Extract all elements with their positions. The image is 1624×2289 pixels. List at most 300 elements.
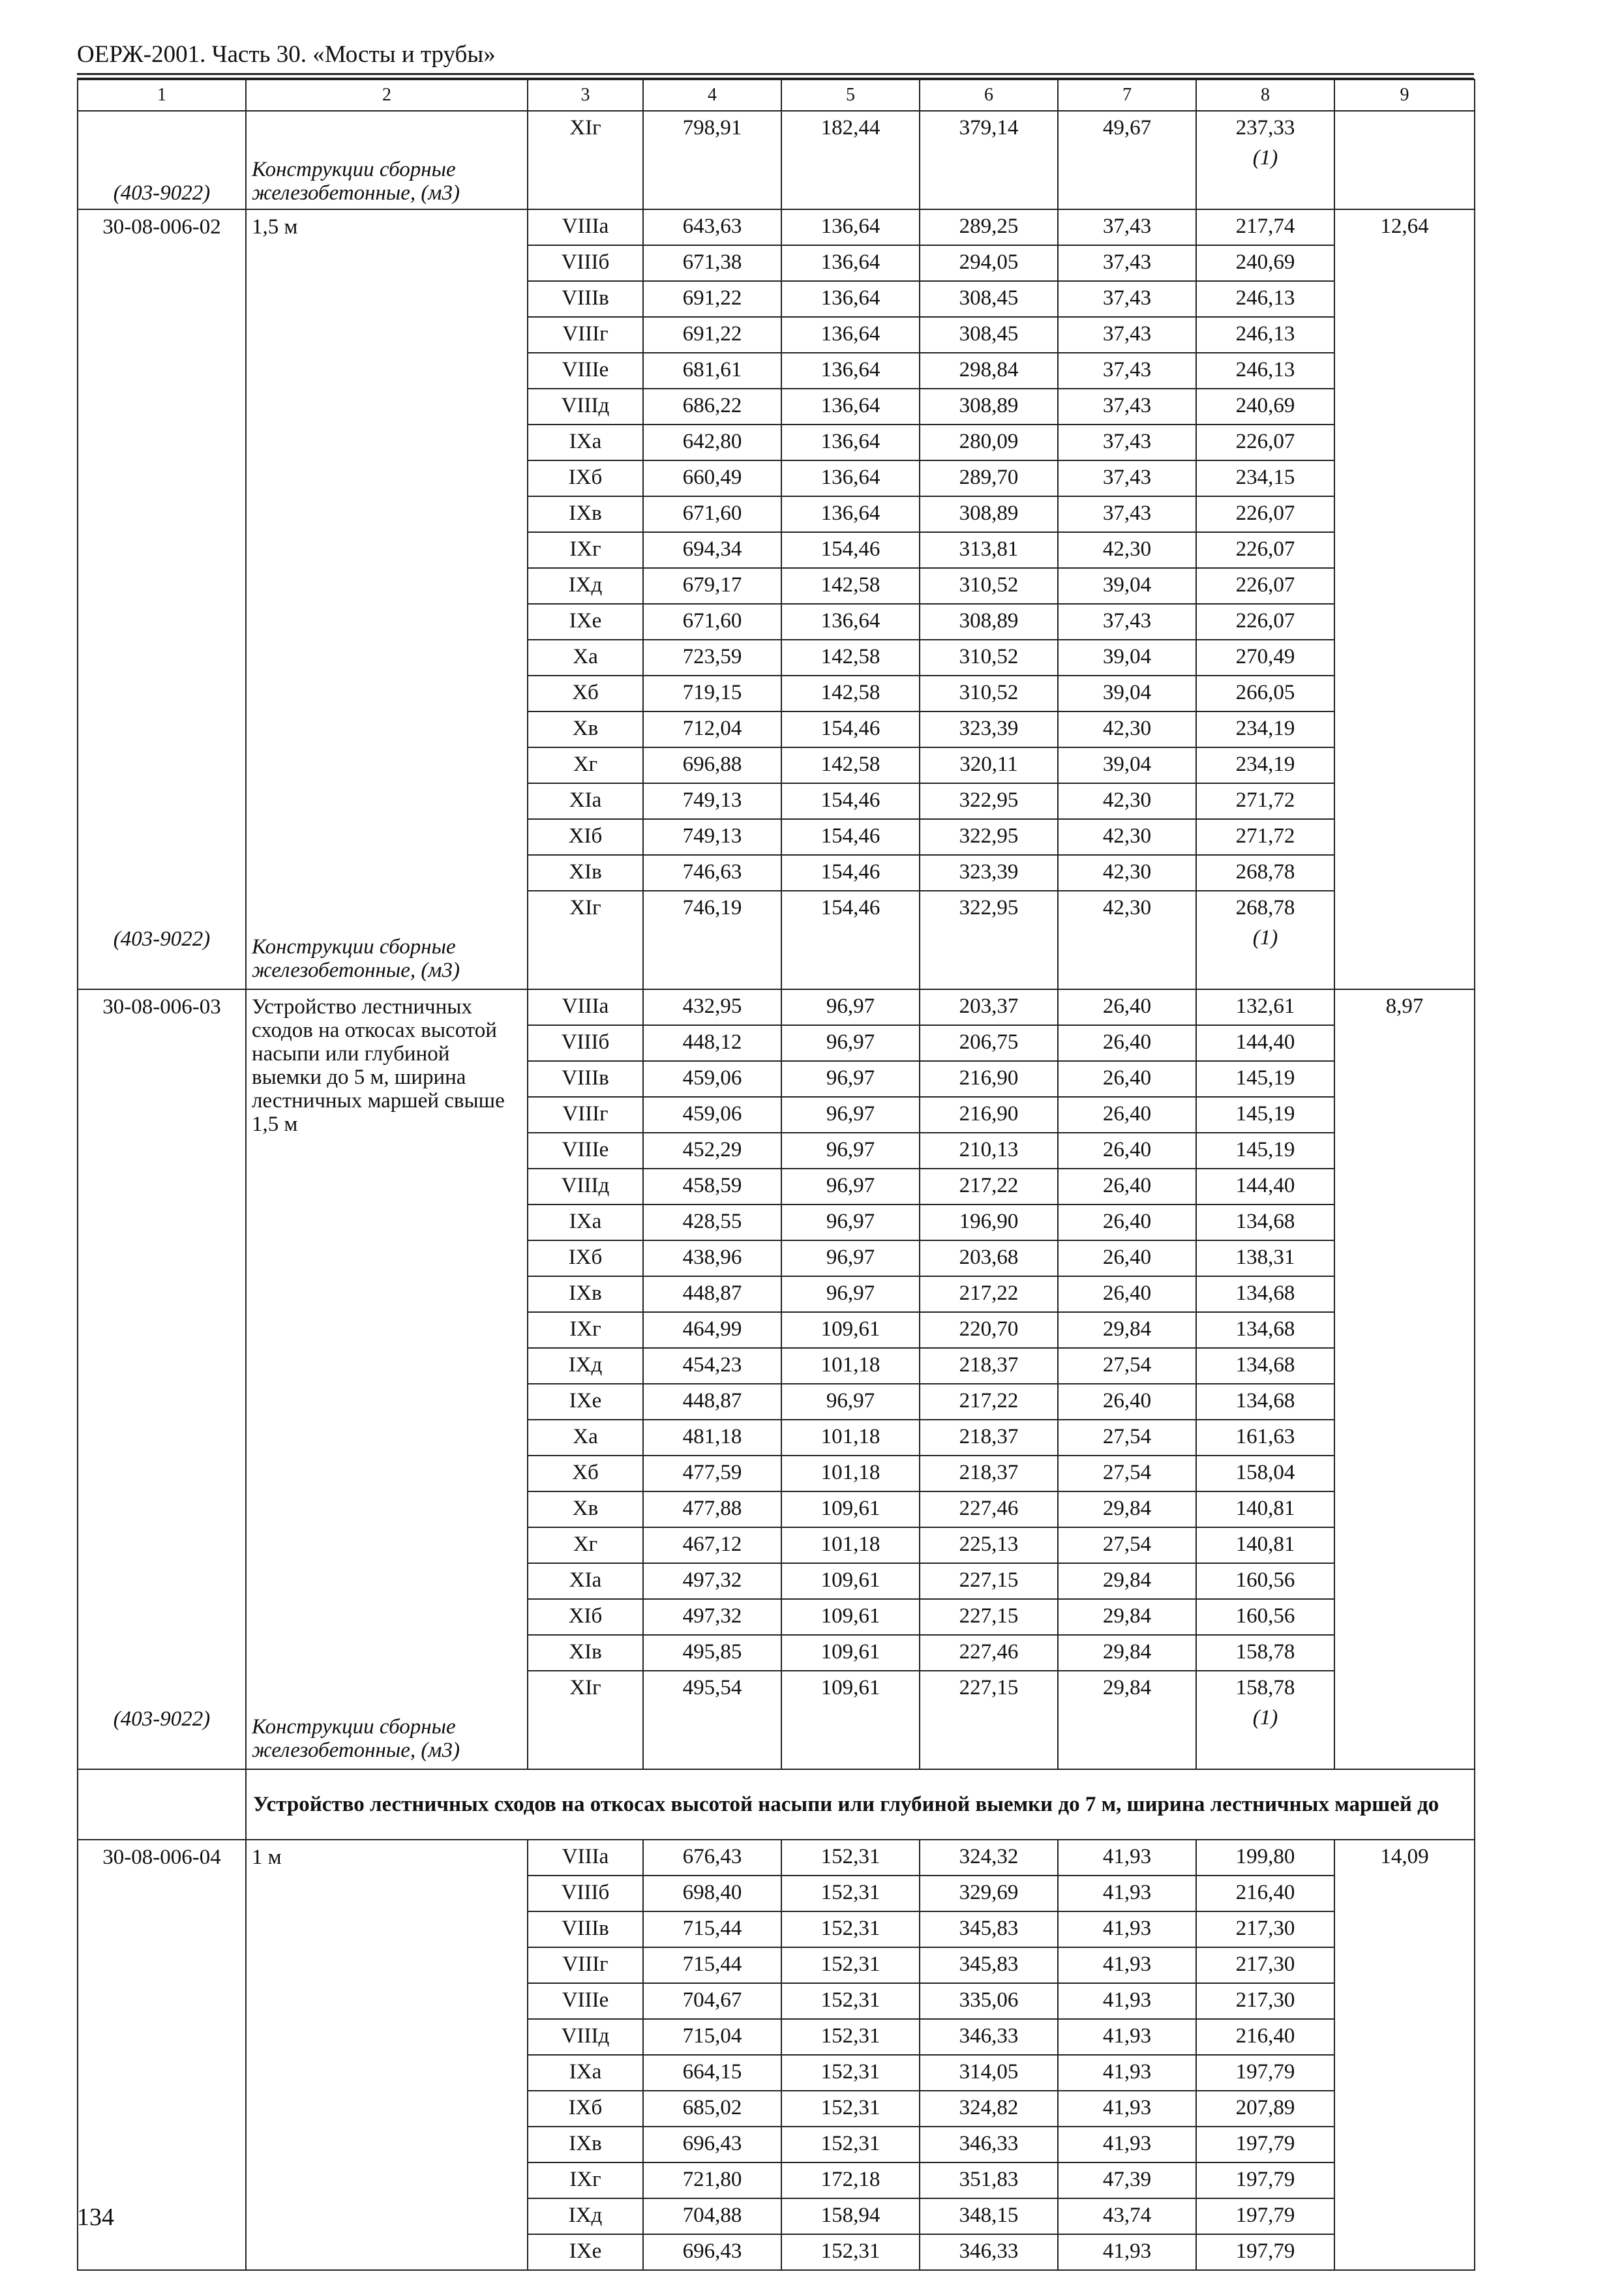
column-number: 5 [781,80,920,111]
area-cell: VIIIе [528,1133,643,1169]
empty-cell [1334,146,1475,209]
value-cell-7: 41,93 [1058,2091,1196,2127]
area-cell: IXе [528,2234,643,2270]
rate-code-cell [78,209,246,989]
value-cell-4: 428,55 [643,1204,781,1240]
value-cell-6: 206,75 [920,1025,1058,1061]
value-cell-6: 320,11 [920,747,1058,783]
value-cell-6: 310,52 [920,568,1058,604]
area-cell: XIв [528,855,643,891]
value-cell-6: 313,81 [920,532,1058,568]
value-cell-4: 438,96 [643,1240,781,1276]
value-cell-7: 37,43 [1058,281,1196,317]
value-cell-7: 37,43 [1058,496,1196,532]
note-unit: (1) [1196,926,1334,989]
value-cell-4: 448,87 [643,1384,781,1420]
value-cell-6: 308,89 [920,604,1058,640]
value-cell-6: 227,15 [920,1563,1058,1599]
labor-cost-cell: 8,97 [1334,989,1475,1769]
value-cell-8: 197,79 [1196,2198,1334,2234]
value-cell-8: 134,68 [1196,1276,1334,1312]
value-cell-8: 268,78 [1196,855,1334,891]
empty-cell [528,926,643,989]
value-cell-4: 643,63 [643,209,781,245]
value-cell-7: 27,54 [1058,1527,1196,1563]
note-code: (403-9022) [78,111,246,209]
value-cell-4: 452,29 [643,1133,781,1169]
value-cell-7: 26,40 [1058,1061,1196,1097]
value-cell-5: 96,97 [781,989,920,1025]
value-cell-8: 158,78 [1196,1671,1334,1706]
table-row [78,209,1475,245]
value-cell-6: 310,52 [920,640,1058,676]
area-cell: IXе [528,1384,643,1420]
value-cell-4: 698,40 [643,1876,781,1911]
value-cell-6: 227,46 [920,1635,1058,1671]
value-cell-7: 26,40 [1058,1384,1196,1420]
column-number: 3 [528,80,643,111]
value-cell-4: 704,67 [643,1983,781,2019]
value-cell-8: 234,19 [1196,747,1334,783]
empty-cell [781,926,920,989]
value-cell-6: 310,52 [920,676,1058,711]
value-cell-8: 216,40 [1196,1876,1334,1911]
value-cell-8: 207,89 [1196,2091,1334,2127]
value-cell-8: 217,30 [1196,1983,1334,2019]
value-cell-8: 271,72 [1196,819,1334,855]
value-cell-5: 96,97 [781,1204,920,1240]
table-row [78,1840,1475,1876]
empty-cell [528,1706,643,1769]
value-cell-5: 136,64 [781,425,920,460]
area-cell: VIIIв [528,281,643,317]
area-cell: Xв [528,1491,643,1527]
value-cell-7: 41,93 [1058,2127,1196,2162]
value-cell-8: 246,13 [1196,281,1334,317]
value-cell-6: 203,37 [920,989,1058,1025]
table-row [78,111,1475,146]
value-cell-4: 691,22 [643,281,781,317]
rate-code-cell [78,989,246,1769]
value-cell-5: 136,64 [781,496,920,532]
value-cell-8: 160,56 [1196,1563,1334,1599]
value-cell-7: 29,84 [1058,1599,1196,1635]
value-cell-7: 41,93 [1058,2019,1196,2055]
value-cell-4: 712,04 [643,711,781,747]
value-cell-5: 96,97 [781,1025,920,1061]
table-row [78,989,1475,1025]
value-cell-7: 41,93 [1058,1911,1196,1947]
value-cell-5: 96,97 [781,1240,920,1276]
value-cell-6: 298,84 [920,353,1058,389]
area-cell: IXв [528,496,643,532]
value-cell-5: 109,61 [781,1599,920,1635]
area-cell: Xв [528,711,643,747]
value-cell-4: 746,63 [643,855,781,891]
note-code: (403-9022) [113,1707,211,1731]
value-cell-8: 240,69 [1196,245,1334,281]
value-cell-6: 335,06 [920,1983,1058,2019]
empty-cell [643,1706,781,1769]
value-cell-7: 26,40 [1058,1097,1196,1133]
value-cell-8: 270,49 [1196,640,1334,676]
value-cell-7: 37,43 [1058,353,1196,389]
rates-table [77,79,1475,2271]
value-cell-8: 134,68 [1196,1348,1334,1384]
value-cell-4: 497,32 [643,1563,781,1599]
area-cell: XIб [528,819,643,855]
value-cell-8: 217,74 [1196,209,1334,245]
value-cell-7: 39,04 [1058,676,1196,711]
area-cell: VIIIе [528,1983,643,2019]
area-cell: VIIIг [528,317,643,353]
value-cell-4: 723,59 [643,640,781,676]
value-cell-7: 41,93 [1058,1840,1196,1876]
value-cell-5: 158,94 [781,2198,920,2234]
value-cell-7: 42,30 [1058,891,1196,926]
area-cell: Xа [528,640,643,676]
header-rule [77,73,1474,75]
value-cell-5: 142,58 [781,640,920,676]
value-cell-7: 41,93 [1058,1947,1196,1983]
value-cell-6: 379,14 [920,111,1058,146]
value-cell-8: 158,78 [1196,1635,1334,1671]
value-cell-8: 226,07 [1196,532,1334,568]
value-cell-4: 477,59 [643,1456,781,1491]
value-cell-4: 696,43 [643,2234,781,2270]
value-cell-4: 467,12 [643,1527,781,1563]
area-cell: XIг [528,111,643,146]
value-cell-7: 29,84 [1058,1635,1196,1671]
page-number: 134 [77,2204,114,2231]
value-cell-5: 136,64 [781,353,920,389]
empty-cell [643,146,781,209]
value-cell-5: 109,61 [781,1635,920,1671]
area-cell: Xб [528,1456,643,1491]
value-cell-7: 41,93 [1058,2055,1196,2091]
empty-cell [920,1706,1058,1769]
value-cell-6: 203,68 [920,1240,1058,1276]
area-cell: VIIIа [528,989,643,1025]
area-cell: VIIIг [528,1097,643,1133]
value-cell-7: 26,40 [1058,1276,1196,1312]
value-cell-6: 322,95 [920,819,1058,855]
column-number-row [78,80,1475,111]
value-cell-7: 26,40 [1058,1240,1196,1276]
value-cell-4: 671,60 [643,496,781,532]
value-cell-5: 154,46 [781,855,920,891]
value-cell-7: 42,30 [1058,711,1196,747]
area-cell: VIIIд [528,2019,643,2055]
value-cell-5: 96,97 [781,1097,920,1133]
value-cell-4: 664,15 [643,2055,781,2091]
area-cell: IXа [528,425,643,460]
area-cell: IXб [528,2091,643,2127]
value-cell-6: 216,90 [920,1097,1058,1133]
value-cell-4: 495,54 [643,1671,781,1706]
area-cell: Xг [528,747,643,783]
value-cell-5: 154,46 [781,819,920,855]
value-cell-7: 29,84 [1058,1491,1196,1527]
value-cell-6: 217,22 [920,1384,1058,1420]
empty-cell [781,1706,920,1769]
page-header: ОЕРЖ-2001. Часть 30. «Мосты и трубы» [77,41,496,68]
value-cell-7: 27,54 [1058,1348,1196,1384]
value-cell-6: 218,37 [920,1420,1058,1456]
value-cell-6: 218,37 [920,1348,1058,1384]
area-cell: VIIIд [528,1169,643,1204]
value-cell-7: 26,40 [1058,1133,1196,1169]
area-cell: XIг [528,891,643,926]
note-name: Конструкции сборные железобетонные, (м3) [246,111,528,209]
note-code: (403-9022) [113,927,211,951]
value-cell-5: 96,97 [781,1133,920,1169]
value-cell-4: 704,88 [643,2198,781,2234]
area-cell: Xа [528,1420,643,1456]
section-title: Устройство лестничных сходов на откосах высотой насыпи или глубиной выемки до 7 м, ширина лестничных маршей до [246,1769,1475,1840]
value-cell-4: 798,91 [643,111,781,146]
value-cell-8: 197,79 [1196,2127,1334,2162]
value-cell-5: 96,97 [781,1276,920,1312]
value-cell-6: 346,33 [920,2019,1058,2055]
value-cell-5: 142,58 [781,747,920,783]
area-cell: IXа [528,2055,643,2091]
value-cell-7: 47,39 [1058,2162,1196,2198]
value-cell-7: 37,43 [1058,425,1196,460]
value-cell-5: 101,18 [781,1527,920,1563]
value-cell-4: 696,88 [643,747,781,783]
value-cell-6: 294,05 [920,245,1058,281]
value-cell-4: 459,06 [643,1097,781,1133]
area-cell: VIIIа [528,1840,643,1876]
rate-name-cell [246,989,528,1769]
value-cell-7: 26,40 [1058,989,1196,1025]
value-cell-8: 132,61 [1196,989,1334,1025]
value-cell-6: 227,46 [920,1491,1058,1527]
section-header-row [78,1769,1475,1840]
value-cell-4: 495,85 [643,1635,781,1671]
rate-code: 30-08-006-02 [102,215,221,239]
area-cell: IXг [528,2162,643,2198]
value-cell-8: 237,33 [1196,111,1334,146]
value-cell-7: 37,43 [1058,460,1196,496]
value-cell-8: 246,13 [1196,317,1334,353]
value-cell-8: 266,05 [1196,676,1334,711]
value-cell-5: 152,31 [781,1983,920,2019]
area-cell: IXг [528,1312,643,1348]
value-cell-7: 43,74 [1058,2198,1196,2234]
empty-cell [528,146,643,209]
value-cell-4: 746,19 [643,891,781,926]
value-cell-7: 29,84 [1058,1671,1196,1706]
value-cell-8: 197,79 [1196,2162,1334,2198]
value-cell-5: 152,31 [781,1947,920,1983]
value-cell-6: 280,09 [920,425,1058,460]
value-cell-7: 26,40 [1058,1169,1196,1204]
value-cell-7: 26,40 [1058,1204,1196,1240]
value-cell-8: 226,07 [1196,425,1334,460]
value-cell-5: 109,61 [781,1491,920,1527]
column-number: 1 [78,80,246,111]
value-cell-7: 26,40 [1058,1025,1196,1061]
area-cell: IXв [528,2127,643,2162]
area-cell: VIIIб [528,1876,643,1911]
value-cell-5: 154,46 [781,532,920,568]
value-cell-8: 144,40 [1196,1169,1334,1204]
value-cell-8: 271,72 [1196,783,1334,819]
value-cell-8: 246,13 [1196,353,1334,389]
value-cell-6: 308,89 [920,496,1058,532]
empty-cell [1058,1706,1196,1769]
value-cell-6: 220,70 [920,1312,1058,1348]
value-cell-4: 454,23 [643,1348,781,1384]
area-cell: IXб [528,460,643,496]
labor-cost-cell: 12,64 [1334,209,1475,989]
value-cell-8: 138,31 [1196,1240,1334,1276]
value-cell-4: 694,34 [643,532,781,568]
value-cell-7: 37,43 [1058,209,1196,245]
value-cell-5: 136,64 [781,460,920,496]
note-unit: (1) [1196,1706,1334,1769]
value-cell-6: 351,83 [920,2162,1058,2198]
value-cell-4: 686,22 [643,389,781,425]
rate-name-cell [246,1840,528,2270]
value-cell-8: 161,63 [1196,1420,1334,1456]
value-cell-6: 289,70 [920,460,1058,496]
value-cell-6: 345,83 [920,1947,1058,1983]
value-cell-8: 145,19 [1196,1097,1334,1133]
value-cell-5: 154,46 [781,783,920,819]
value-cell-6: 225,13 [920,1527,1058,1563]
value-cell-4: 671,60 [643,604,781,640]
value-cell-5: 109,61 [781,1563,920,1599]
value-cell-5: 152,31 [781,2127,920,2162]
value-cell-6: 314,05 [920,2055,1058,2091]
value-cell-8: 199,80 [1196,1840,1334,1876]
labor-cost-cell: 14,09 [1334,1840,1475,2270]
value-cell-5: 136,64 [781,317,920,353]
value-cell-4: 721,80 [643,2162,781,2198]
value-cell-4: 715,44 [643,1911,781,1947]
value-cell-8: 240,69 [1196,389,1334,425]
value-cell-4: 432,95 [643,989,781,1025]
value-cell-6: 218,37 [920,1456,1058,1491]
value-cell-5: 182,44 [781,111,920,146]
value-cell-6: 216,90 [920,1061,1058,1097]
area-cell: XIа [528,1563,643,1599]
area-cell: XIв [528,1635,643,1671]
value-cell-8: 144,40 [1196,1025,1334,1061]
value-cell-4: 642,80 [643,425,781,460]
value-cell-7: 37,43 [1058,317,1196,353]
value-cell-4: 459,06 [643,1061,781,1097]
value-cell-7: 29,84 [1058,1563,1196,1599]
rate-code: 30-08-006-04 [102,1846,221,1869]
area-cell: VIIIд [528,389,643,425]
value-cell-5: 154,46 [781,891,920,926]
area-cell: VIIIб [528,1025,643,1061]
value-cell-4: 681,61 [643,353,781,389]
value-cell-5: 142,58 [781,568,920,604]
value-cell-6: 308,45 [920,281,1058,317]
value-cell-5: 109,61 [781,1671,920,1706]
value-cell-7: 37,43 [1058,604,1196,640]
area-cell: VIIIе [528,353,643,389]
value-cell-8: 158,04 [1196,1456,1334,1491]
value-cell-6: 210,13 [920,1133,1058,1169]
value-cell-5: 152,31 [781,1911,920,1947]
column-number: 6 [920,80,1058,111]
area-cell: IXд [528,1348,643,1384]
value-cell-6: 289,25 [920,209,1058,245]
value-cell-8: 268,78 [1196,891,1334,926]
value-cell-7: 27,54 [1058,1420,1196,1456]
value-cell-5: 136,64 [781,389,920,425]
value-cell-5: 154,46 [781,711,920,747]
area-cell: VIIIв [528,1061,643,1097]
area-cell: VIIIб [528,245,643,281]
value-cell-5: 101,18 [781,1420,920,1456]
area-cell: XIа [528,783,643,819]
value-cell-6: 322,95 [920,891,1058,926]
value-cell-8: 234,19 [1196,711,1334,747]
value-cell-4: 691,22 [643,317,781,353]
area-cell: Xг [528,1527,643,1563]
value-cell-7: 42,30 [1058,532,1196,568]
value-cell-5: 152,31 [781,2234,920,2270]
value-cell-6: 196,90 [920,1204,1058,1240]
value-cell-6: 322,95 [920,783,1058,819]
note-unit: (1) [1196,146,1334,209]
value-cell-7: 39,04 [1058,568,1196,604]
value-cell-5: 152,31 [781,1840,920,1876]
area-cell: IXв [528,1276,643,1312]
rate-name: Устройство лестничных сходов на откосах высотой насыпи или глубиной выемки до 5 м, ширина лестничных маршей свыше 1,5 м [252,995,505,1136]
value-cell-4: 671,38 [643,245,781,281]
value-cell-5: 136,64 [781,281,920,317]
value-cell-7: 41,93 [1058,1876,1196,1911]
empty-cell [781,146,920,209]
value-cell-4: 477,88 [643,1491,781,1527]
rate-code: 30-08-006-03 [102,995,221,1019]
value-cell-5: 136,64 [781,604,920,640]
value-cell-5: 96,97 [781,1169,920,1204]
value-cell-4: 660,49 [643,460,781,496]
rate-name-cell [246,209,528,989]
value-cell-6: 217,22 [920,1276,1058,1312]
rate-name: 1 м [252,1846,282,1869]
value-cell-4: 715,04 [643,2019,781,2055]
area-cell: IXб [528,1240,643,1276]
area-cell: VIIIг [528,1947,643,1983]
area-cell: IXг [528,532,643,568]
value-cell-6: 346,33 [920,2127,1058,2162]
value-cell-6: 227,15 [920,1599,1058,1635]
value-cell-5: 96,97 [781,1061,920,1097]
value-cell-5: 101,18 [781,1348,920,1384]
value-cell-8: 197,79 [1196,2055,1334,2091]
value-cell-8: 217,30 [1196,1947,1334,1983]
value-cell-7: 42,30 [1058,855,1196,891]
column-number: 9 [1334,80,1475,111]
value-cell-8: 197,79 [1196,2234,1334,2270]
value-cell-8: 134,68 [1196,1204,1334,1240]
value-cell-5: 152,31 [781,2055,920,2091]
value-cell-6: 227,15 [920,1671,1058,1706]
value-cell-6: 308,89 [920,389,1058,425]
value-cell-7: 37,43 [1058,245,1196,281]
value-cell-5: 101,18 [781,1456,920,1491]
